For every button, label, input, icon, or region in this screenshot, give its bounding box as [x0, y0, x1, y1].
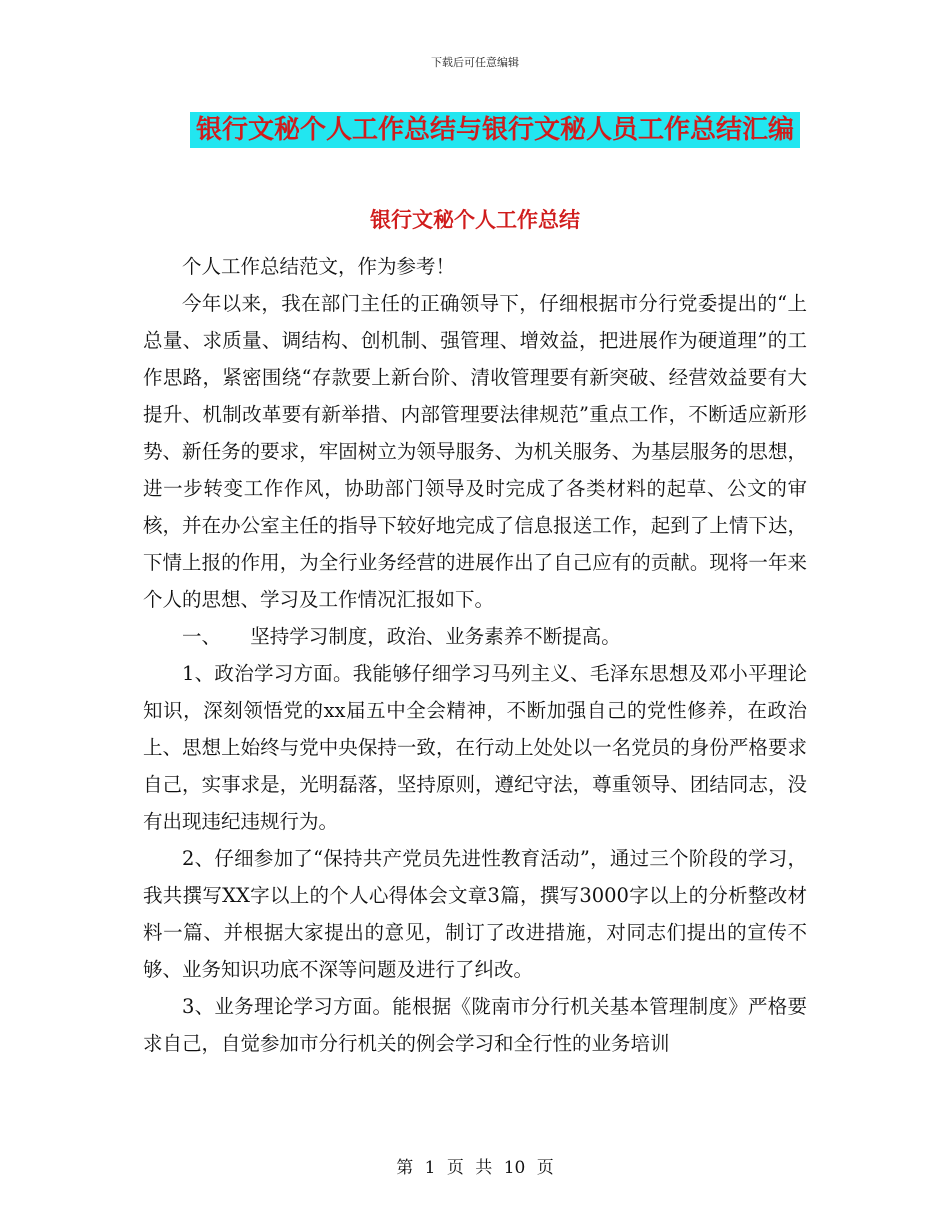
paragraph-education-activity: 2、仔细参加了“保持共产党员先进性教育活动”，通过三个阶段的学习，我共撰写XX字以上的个人心得体会文章3篇，撰写3000字以上的分析整改材料一篇、并根据大家提出的意见，制订了改进措施，对同志们提出的宣传不够、业务知识功底不深等问题及进行了纠改。 — [143, 847, 807, 981]
header-note: 下载后可任意编辑 — [431, 56, 519, 69]
document-sub-title: 银行文秘个人工作总结 — [370, 208, 580, 232]
paragraph-political-study: 1、政治学习方面。我能够仔细学习马列主义、毛泽东思想及邓小平理论知识，深刻领悟党的xx届五中全会精神，不断加强自己的党性修养，在政治上、思想上始终与党中央保持一致，在行动上处处以一名党员的身份严格要求自己，实事求是，光明磊落，坚持原则，遵纪守法，尊重领导、团结同志，没有出现违纪违规行为。 — [143, 662, 807, 833]
paragraph-intro: 个人工作总结范文，作为参考！ — [182, 255, 456, 278]
page-number-footer: 第 1 页 共 10 页 — [396, 1158, 554, 1178]
document-body — [143, 248, 807, 1062]
section-heading-1: 一、 坚持学习制度，政治、业务素养不断提高。 — [182, 625, 621, 648]
paragraph-business-study: 3、业务理论学习方面。能根据《陇南市分行机关基本管理制度》严格要求自己，自觉参加市分行机关的例会学习和全行性的业务培训 — [143, 995, 807, 1055]
document-main-title: 银行文秘个人工作总结与银行文秘人员工作总结汇编 — [190, 112, 800, 148]
paragraph-overview: 今年以来，我在部门主任的正确领导下，仔细根据市分行党委提出的“上总量、求质量、调结构、创机制、强管理、增效益，把进展作为硬道理”的工作思路，紧密围绕“存款要上新台阶、清收管理要有新突破、经营效益要有大提升、机制改革要有新举措、内部管理要法律规范”重点工作，不断适应新形势、新任务的要求，牢固树立为领导服务、为机关服务、为基层服务的思想，进一步转变工作作风，协助部门领导及时完成了各类材料的起草、公文的审核，并在办公室主任的指导下较好地完成了信息报送工作，起到了上情下达，下情上报的作用，为全行业务经营的进展作出了自己应有的贡献。现将一年来个人的思想、学习及工作情况汇报如下。 — [143, 292, 807, 611]
